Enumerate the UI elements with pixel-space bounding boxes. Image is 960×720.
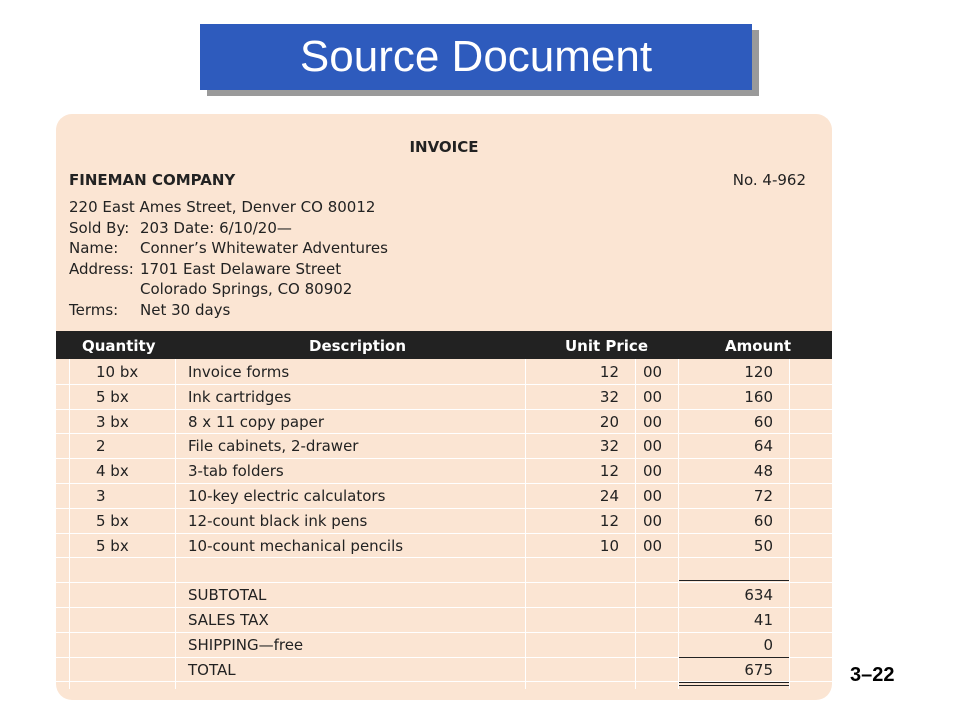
row-divider — [56, 409, 832, 410]
item-unit-price-cents: 00 — [643, 363, 663, 381]
total-rule — [679, 657, 789, 658]
column-amount: Amount — [725, 337, 792, 355]
total-amount: 675 — [744, 660, 773, 679]
item-description: 10-key electric calculators — [188, 487, 386, 505]
item-description: Invoice forms — [188, 363, 290, 381]
total-label: SALES TAX — [188, 611, 269, 629]
item-amount: 64 — [753, 437, 773, 456]
name-value: Conner’s Whitewater Adventures — [140, 239, 388, 257]
invoice-details — [69, 197, 388, 320]
terms-value: Net 30 days — [140, 300, 231, 319]
address-value-1: 1701 East Delaware Street — [140, 259, 342, 278]
company-address — [69, 197, 388, 218]
invoice-heading: INVOICE — [409, 138, 479, 156]
row-divider — [56, 433, 832, 434]
item-amount: 50 — [753, 536, 773, 555]
total-label: TOTAL — [188, 660, 236, 679]
item-quantity: 3 bx — [96, 412, 129, 431]
address-row — [69, 259, 388, 280]
item-unit-price: 12 — [599, 363, 619, 381]
row-divider — [56, 632, 832, 633]
invoice-document — [56, 114, 832, 700]
item-unit-price-cents: 00 — [643, 387, 663, 406]
item-unit-price: 12 — [599, 462, 619, 481]
item-unit-price: 32 — [599, 387, 619, 406]
slide-title: Source Document — [200, 24, 752, 90]
item-description: Ink cartridges — [188, 387, 292, 406]
column-quantity: Quantity — [82, 337, 156, 355]
total-rule — [679, 682, 789, 683]
column-description: Description — [309, 337, 407, 355]
address-row-2 — [69, 279, 388, 300]
item-quantity: 3 — [96, 487, 106, 505]
invoice-table — [56, 359, 832, 689]
item-unit-price-cents: 00 — [643, 536, 663, 555]
item-unit-price-cents: 00 — [643, 412, 663, 431]
item-amount: 120 — [744, 363, 773, 381]
item-unit-price: 32 — [599, 437, 619, 456]
row-divider — [56, 458, 832, 459]
item-amount: 60 — [753, 412, 773, 431]
total-amount: 0 — [763, 635, 773, 654]
item-unit-price-cents: 00 — [643, 511, 663, 530]
item-quantity: 2 — [96, 437, 106, 456]
company-name: FINEMAN COMPANY — [69, 171, 236, 189]
total-label: SHIPPING—free — [188, 635, 304, 654]
item-unit-price-cents: 00 — [643, 487, 663, 505]
row-divider — [56, 607, 832, 608]
row-divider — [56, 384, 832, 385]
item-quantity: 10 bx — [96, 363, 139, 381]
item-unit-price-cents: 00 — [643, 437, 663, 456]
item-unit-price: 20 — [599, 412, 619, 431]
row-divider — [56, 582, 832, 583]
table-header — [56, 331, 832, 359]
item-quantity: 5 bx — [96, 387, 129, 406]
total-rule — [679, 685, 789, 686]
address-value-2: Colorado Springs, CO 80902 — [140, 280, 353, 298]
sold-by-label: Sold By: — [69, 218, 130, 237]
item-unit-price: 12 — [599, 511, 619, 530]
company-address-text: 220 East Ames Street, Denver CO 80012 — [69, 198, 376, 216]
item-amount: 72 — [753, 487, 773, 505]
name-label: Name: — [69, 239, 119, 257]
row-divider — [56, 557, 832, 558]
column-unit-price: Unit Price — [565, 337, 648, 355]
item-amount: 60 — [753, 511, 773, 530]
total-amount: 634 — [744, 586, 773, 605]
total-amount: 41 — [753, 611, 773, 629]
item-amount: 48 — [753, 462, 773, 481]
address-label: Address: — [69, 259, 134, 278]
row-divider — [56, 508, 832, 509]
item-unit-price-cents: 00 — [643, 462, 663, 481]
terms-row — [69, 300, 388, 321]
row-divider — [56, 483, 832, 484]
item-unit-price: 24 — [599, 487, 619, 505]
row-divider — [56, 533, 832, 534]
total-rule — [679, 580, 789, 581]
item-unit-price: 10 — [599, 536, 619, 555]
invoice-number: No. 4-962 — [732, 171, 806, 189]
item-quantity: 5 bx — [96, 511, 129, 530]
item-description: 10-count mechanical pencils — [188, 536, 404, 555]
page-number: 3–22 — [850, 664, 895, 686]
item-description: File cabinets, 2-drawer — [188, 437, 359, 456]
item-amount: 160 — [744, 387, 773, 406]
item-description: 3-tab folders — [188, 462, 284, 481]
name-row — [69, 238, 388, 259]
total-label: SUBTOTAL — [188, 586, 267, 605]
item-quantity: 5 bx — [96, 536, 129, 555]
item-description: 12-count black ink pens — [188, 511, 368, 530]
sold-by-row — [69, 218, 388, 239]
sold-by-value: 203 Date: 6/10/20— — [140, 218, 292, 237]
item-description: 8 x 11 copy paper — [188, 412, 325, 431]
terms-label: Terms: — [69, 300, 119, 319]
item-quantity: 4 bx — [96, 462, 129, 481]
